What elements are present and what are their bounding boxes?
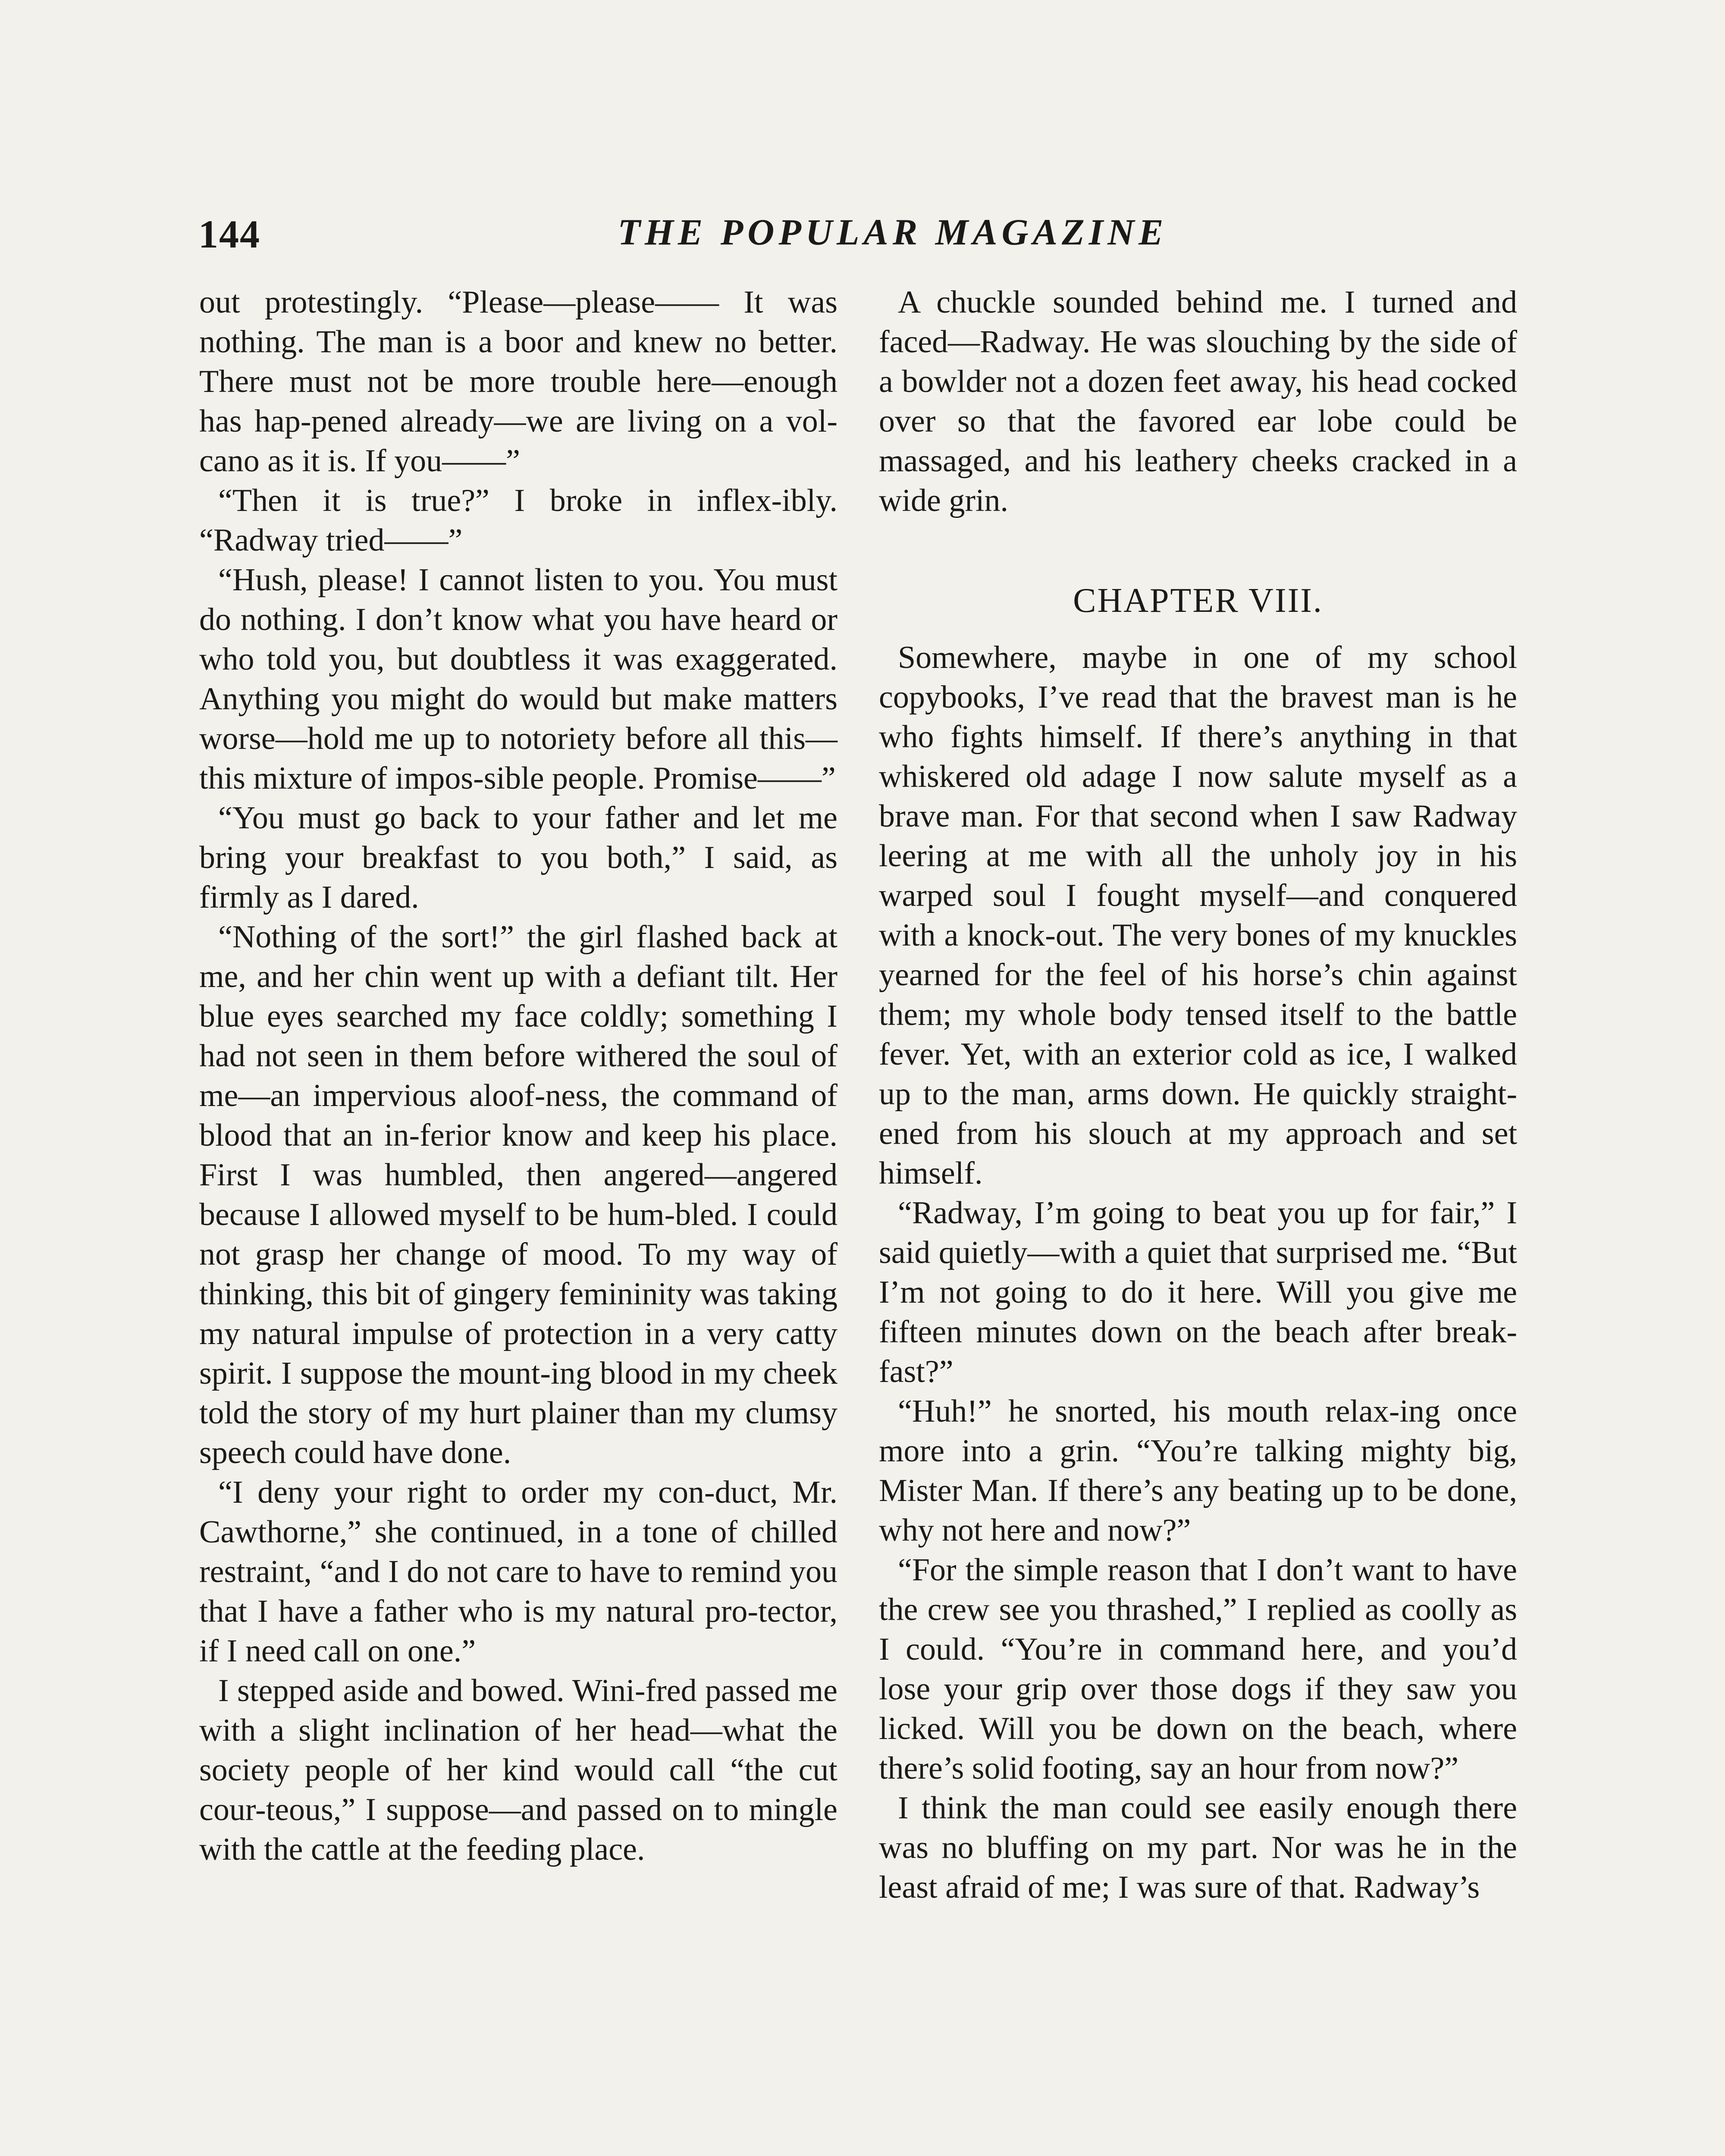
- paragraph: Somewhere, maybe in one of my school copybooks, I’ve read that the bravest man is he who fights himself. If there’s anything in that whiskered old adage I now salute myself as a brave man. For that second when I saw Radway leering at me with all the unholy joy in his warped soul I fought myself—and conquered with a knock-out. The very bones of my knuckles yearned for the feel of his horse’s chin against them; my whole body tensed itself to the battle fever. Yet, with an exterior cold as ice, I walked up to the man, arms down. He quickly straight-ened from his slouch at my approach and set himself.: [879, 640, 1517, 1191]
- paragraph: “Radway, I’m going to beat you up for fair,” I said quietly—with a quiet that surprised me. “But I’m not going to do it here. Will you give me fifteen minutes down on the beach after break-fast?”: [879, 1195, 1517, 1389]
- paragraph: “Then it is true?” I broke in inflex-ibly. “Radway tried——”: [199, 483, 837, 558]
- running-title: THE POPULAR MAGAZINE: [618, 211, 1168, 253]
- paragraph: I stepped aside and bowed. Wini-fred passed me with a slight inclination of her head—what the society people of her kind would call “the cut cour-teous,” I suppose—and passed on to mingle with the cattle at the feeding place.: [199, 1673, 837, 1867]
- paragraph: “Nothing of the sort!” the girl flashed back at me, and her chin went up with a defiant tilt. Her blue eyes searched my face coldly; something I had not seen in them before withered the soul of me—an impervious aloof-ness, the command of blood that an in-ferior know and keep his place. First I was humbled, then angered—angered because I allowed myself to be hum-bled. I could not grasp her change of mood. To my way of thinking, this bit of gingery femininity was taking my natural impulse of protection in a very catty spirit. I suppose the mount-ing blood in my cheek told the story of my hurt plainer than my clumsy speech could have done.: [199, 919, 837, 1470]
- page-number: 144: [198, 212, 260, 256]
- left-column: [199, 282, 837, 1869]
- paragraph: “Huh!” he snorted, his mouth relax-ing once more into a grin. “You’re talking mighty big, Mister Man. If there’s any beating up to be done, why not here and now?”: [879, 1394, 1517, 1548]
- chapter-heading: CHAPTER VIII.: [1073, 582, 1323, 620]
- paragraph: A chuckle sounded behind me. I turned and faced—Radway. He was slouching by the side of a bowlder not a dozen feet away, his head cocked over so that the favored ear lobe could be massaged, and his leathery cheeks cracked in a wide grin.: [879, 285, 1517, 518]
- paragraph: “For the simple reason that I don’t want to have the crew see you thrashed,” I replied as coolly as I could. “You’re in command here, and you’d lose your grip over those dogs if they saw you licked. Will you be down on the beach, where there’s solid footing, say an hour from now?”: [879, 1552, 1517, 1786]
- right-column: [879, 282, 1517, 1907]
- paragraph: “I deny your right to order my con-duct, Mr. Cawthorne,” she continued, in a tone of chilled restraint, “and I do not care to have to remind you that I have a father who is my natural pro-tector, if I need call on one.”: [199, 1475, 837, 1669]
- paragraph: out protestingly. “Please—please—— It was nothing. The man is a boor and knew no better. There must not be more trouble here—enough has hap-pened already—we are living on a vol-cano as it is. If you——”: [199, 285, 837, 479]
- paragraph: “You must go back to your father and let me bring your breakfast to you both,” I said, as firmly as I dared.: [199, 800, 837, 915]
- paragraph: “Hush, please! I cannot listen to you. You must do nothing. I don’t know what you have heard or who told you, but doubtless it was exaggerated. Anything you might do would but make matters worse—hold me up to notoriety before all this—this mixture of impos-sible people. Promise——”: [199, 562, 837, 796]
- page-header: [198, 203, 1518, 267]
- paragraph: I think the man could see easily enough there was no bluffing on my part. Nor was he in the least afraid of me; I was sure of that. Radway’s: [879, 1790, 1517, 1905]
